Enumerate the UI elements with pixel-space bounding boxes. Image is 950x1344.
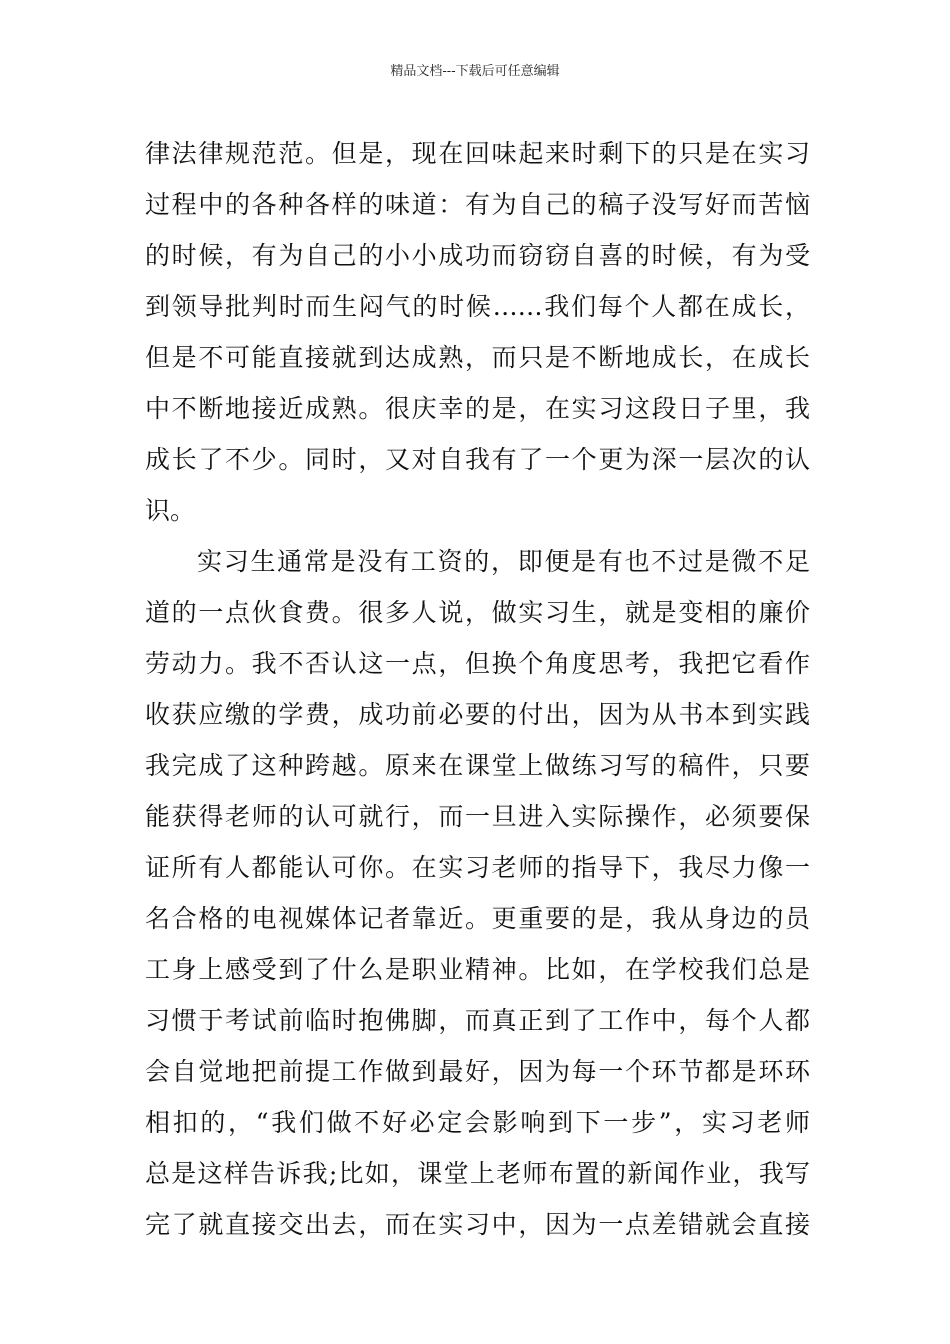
page-header [0,62,950,82]
paragraph-1 [145,128,810,536]
text-line: 识。 [145,496,196,525]
text-line: 律法律规范范。但是，现在回味起来时剩下的只是在实习 [145,139,810,168]
text-line: 劳动力。我不否认这一点，但换个角度思考，我把它看作 [145,649,810,678]
text-line: 名合格的电视媒体记者靠近。更重要的是，我从身边的员 [145,904,810,933]
text-line: 实习生通常是没有工资的，即便是有也不过是微不足 [197,547,810,576]
text-line: 过程中的各种各样的味道：有为自己的稿子没写好而苦恼 [145,190,810,219]
text-line: 中不断地接近成熟。很庆幸的是，在实习这段日子里，我 [145,394,810,423]
text-line: 证所有人都能认可你。在实习老师的指导下，我尽力像一 [145,853,810,882]
text-line: 相扣的，“我们做不好必定会影响到下一步”，实习老师 [145,1108,810,1137]
text-line: 习惯于考试前临时抱佛脚，而真正到了工作中，每个人都 [145,1006,810,1035]
text-line: 我完成了这种跨越。原来在课堂上做练习写的稿件，只要 [145,751,810,780]
text-line: 的时候，有为自己的小小成功而窃窃自喜的时候，有为受 [145,241,810,270]
header-text: 精品文档---下载后可任意编辑 [390,64,560,79]
document-body [145,128,810,1250]
text-line: 道的一点伙食费。很多人说，做实习生，就是变相的廉价 [145,598,810,627]
paragraph-2 [145,536,810,1250]
text-line: 但是不可能直接就到达成熟，而只是不断地成长，在成长 [145,343,810,372]
text-line: 工身上感受到了什么是职业精神。比如，在学校我们总是 [145,955,810,984]
text-line: 到领导批判时而生闷气的时候……我们每个人都在成长， [145,292,810,321]
text-line: 成长了不少。同时，又对自我有了一个更为深一层次的认 [145,445,810,474]
text-line: 能获得老师的认可就行，而一旦进入实际操作，必须要保 [145,802,810,831]
text-line: 完了就直接交出去，而在实习中，因为一点差错就会直接 [145,1210,810,1239]
text-line: 总是这样告诉我;比如，课堂上老师布置的新闻作业，我写 [145,1159,810,1188]
text-line: 收获应缴的学费，成功前必要的付出，因为从书本到实践 [145,700,810,729]
text-line: 会自觉地把前提工作做到最好，因为每一个环节都是环环 [145,1057,810,1086]
